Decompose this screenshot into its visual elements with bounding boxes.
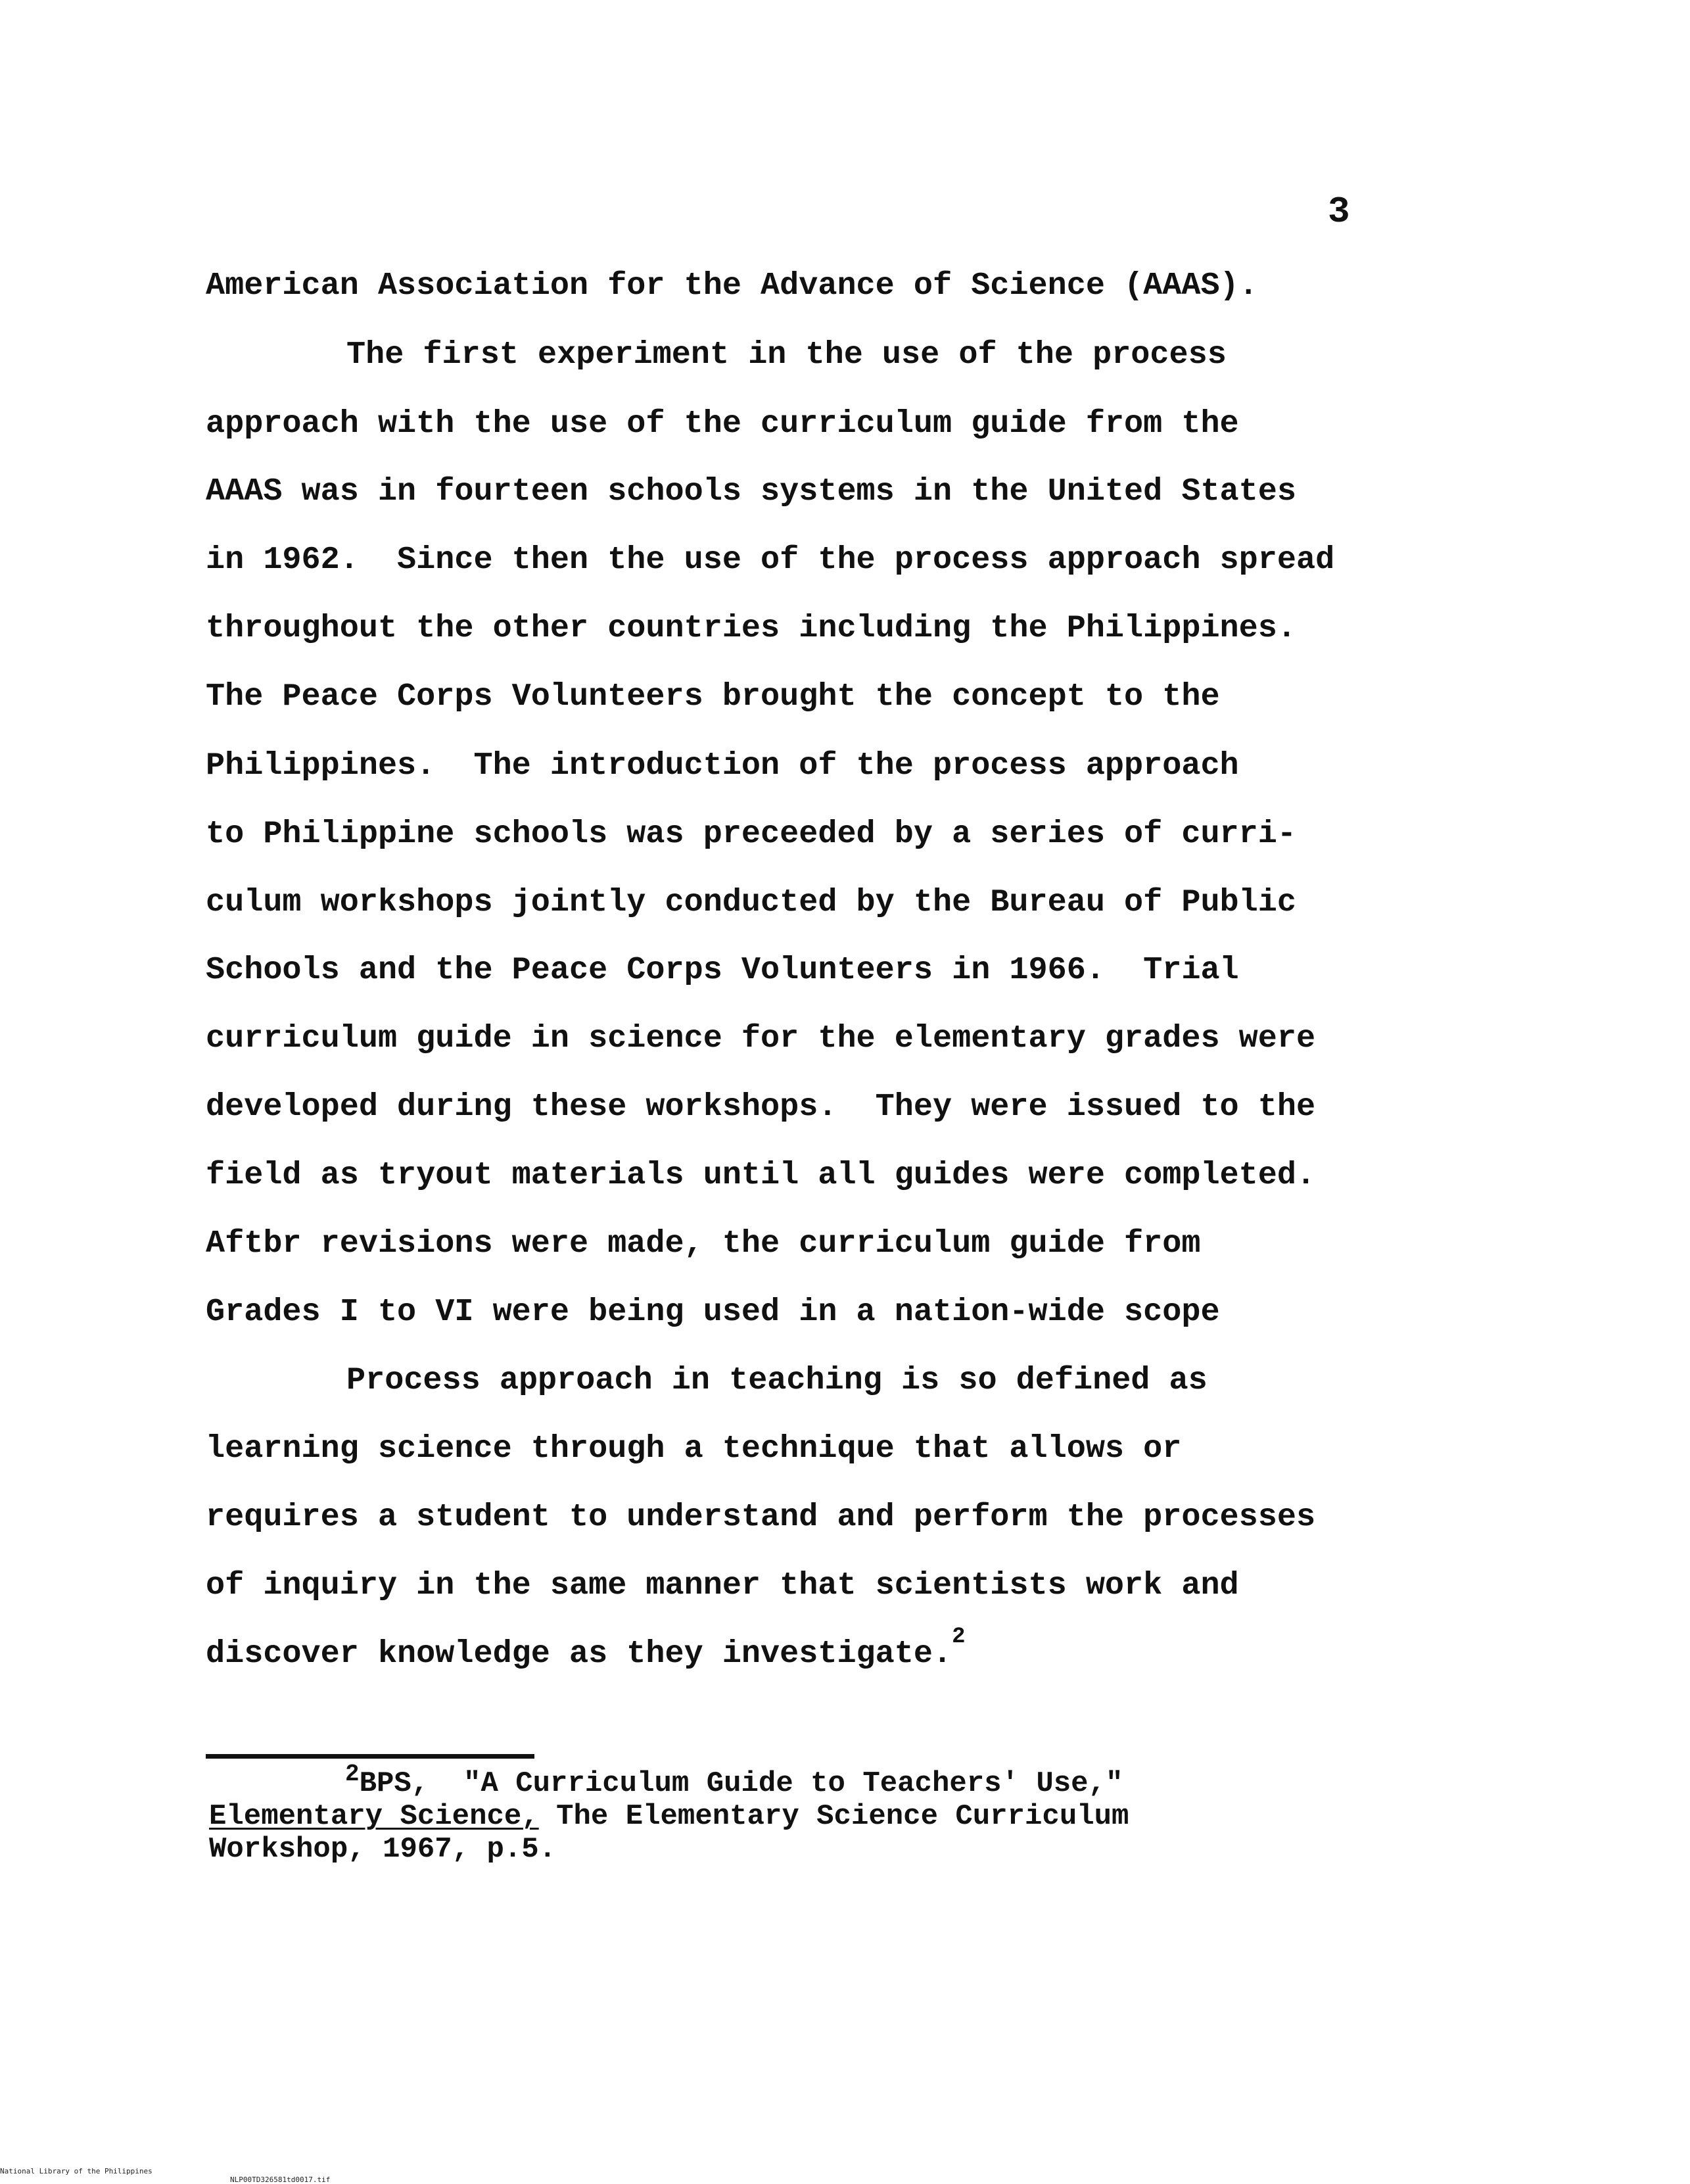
body-line: Schools and the Peace Corps Volunteers in 1966. Trial xyxy=(206,952,1239,988)
page-number: 3 xyxy=(1328,191,1350,233)
footnote-citation: BPS, "A Curriculum Guide to Teachers' Use," xyxy=(359,1767,1123,1800)
body-line: AAAS was in fourteen schools systems in the United States xyxy=(206,473,1296,510)
body-line: curriculum guide in science for the elementary grades were xyxy=(206,1020,1316,1056)
body-line: requires a student to understand and perform the processes xyxy=(206,1499,1316,1535)
footnote-line-2 xyxy=(209,1800,1129,1833)
body-line: developed during these workshops. They were issued to the xyxy=(206,1089,1316,1125)
body-line: Philippines. The introduction of the process approach xyxy=(206,748,1239,784)
footnote-divider xyxy=(206,1754,534,1759)
body-line: throughout the other countries including the Philippines. xyxy=(206,610,1296,646)
body-line-last xyxy=(206,1625,966,1674)
body-line: The first experiment in the use of the process xyxy=(346,337,1227,373)
body-line: approach with the use of the curriculum guide from the xyxy=(206,406,1239,442)
footer-file-name: NLP00TD326581td0017.tif xyxy=(230,2175,331,2184)
footnote-line-3: Workshop, 1967, p.5. xyxy=(209,1833,557,1866)
body-line: to Philippine schools was preceeded by a series of curri- xyxy=(206,816,1296,852)
body-line: of inquiry in the same manner that scientists work and xyxy=(206,1567,1239,1603)
footnote-book-title: Elementary Science, xyxy=(209,1800,539,1833)
body-line: field as tryout materials until all guides were completed. xyxy=(206,1157,1316,1193)
body-line: learning science through a technique that allows or xyxy=(206,1431,1182,1467)
body-line: The Peace Corps Volunteers brought the concept to the xyxy=(206,678,1220,715)
footnote-reference: 2 xyxy=(952,1625,966,1650)
footnote-marker: 2 xyxy=(345,1761,360,1788)
body-line: Aftbr revisions were made, the curriculum guide from xyxy=(206,1225,1201,1262)
body-line-text: discover knowledge as they investigate. xyxy=(206,1636,952,1672)
body-line: Process approach in teaching is so defined as xyxy=(346,1362,1208,1398)
footer-library-name: National Library of the Philippines xyxy=(0,2167,153,2175)
footnote-publisher: The Elementary Science Curriculum xyxy=(538,1800,1129,1833)
footnote-line-1 xyxy=(345,1761,1123,1801)
body-line: culum workshops jointly conducted by the Bureau of Public xyxy=(206,884,1296,920)
scan-footer xyxy=(0,2158,331,2184)
body-line: Grades I to VI were being used in a nation-wide scope xyxy=(206,1294,1220,1330)
body-line: in 1962. Since then the use of the process approach spread xyxy=(206,542,1335,578)
body-line: American Association for the Advance of Science (AAAS). xyxy=(206,268,1258,304)
